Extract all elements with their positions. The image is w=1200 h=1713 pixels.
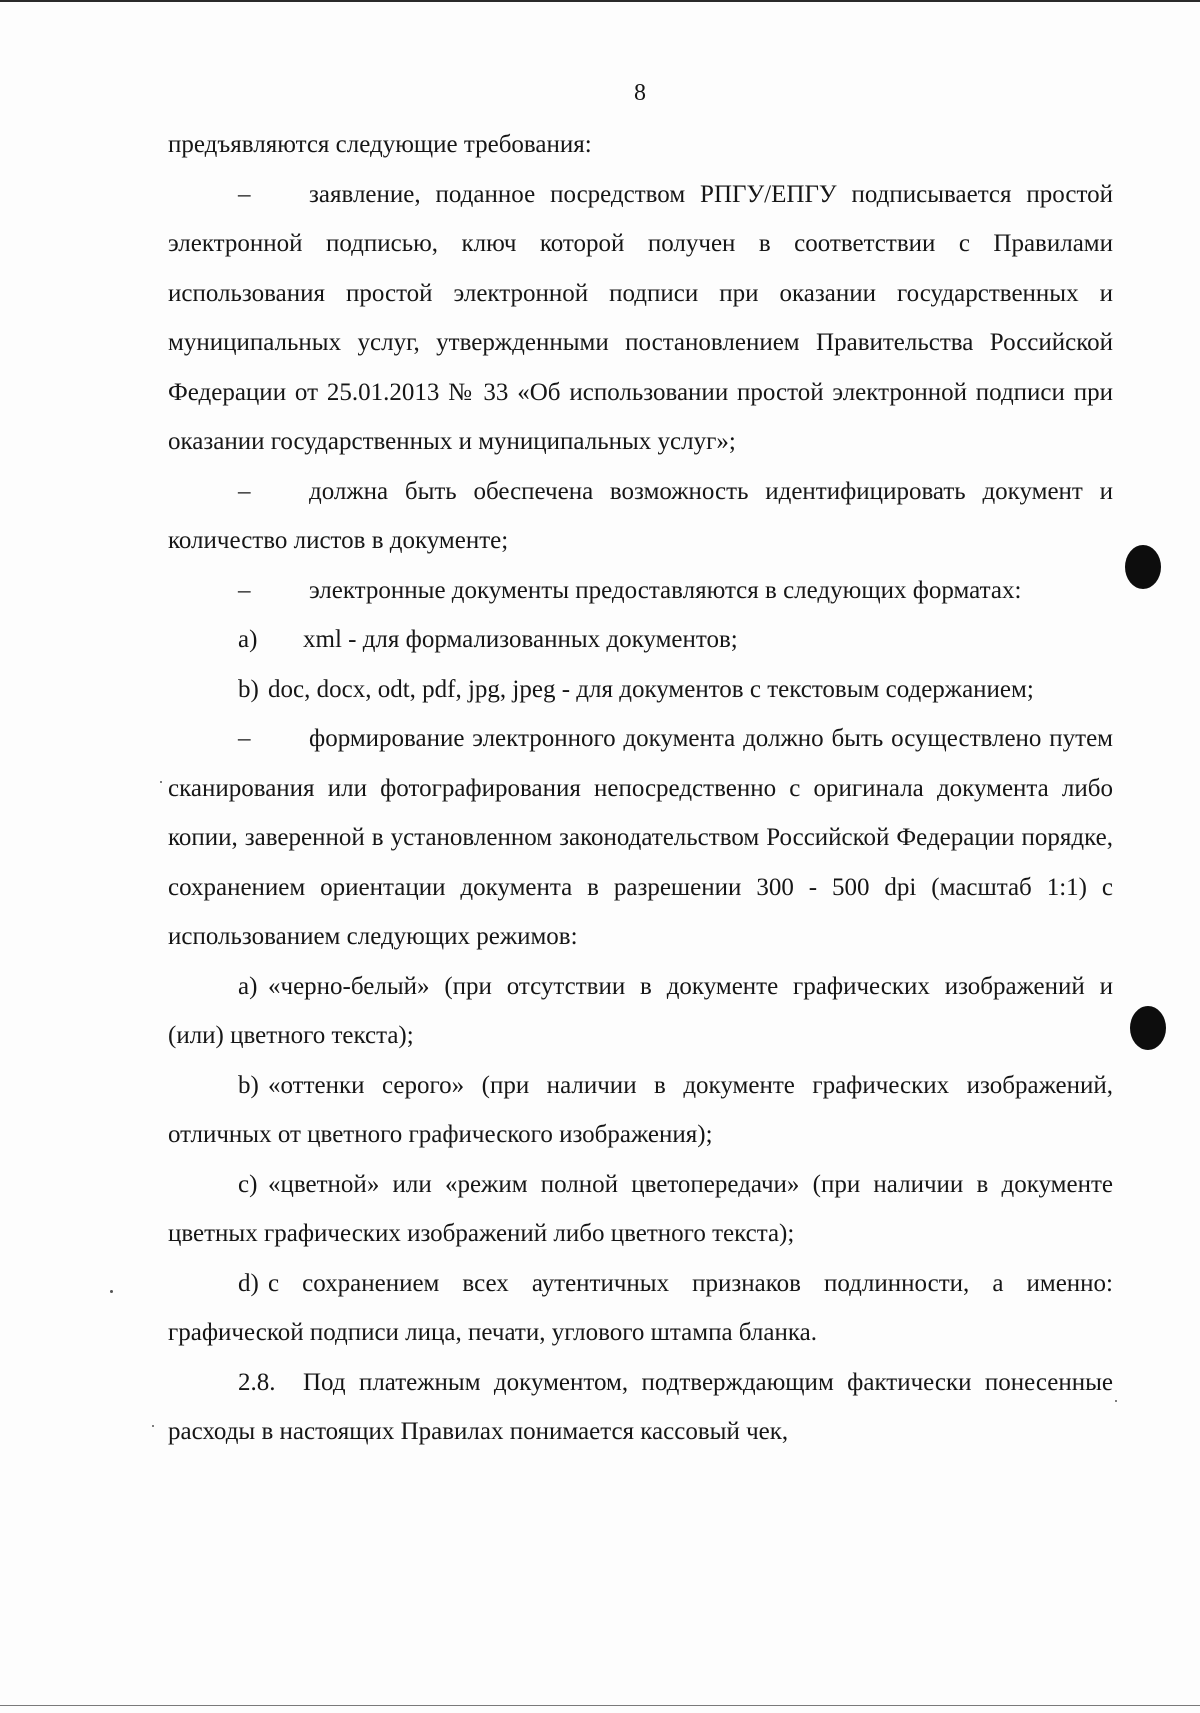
paragraph-signature-requirement <box>168 170 1113 467</box>
list-item-mode-c <box>168 1160 1113 1259</box>
bottom-edge-line <box>0 1705 1200 1706</box>
top-edge-line <box>0 0 1200 2</box>
scan-speck <box>1115 1400 1117 1402</box>
list-item-label: b) <box>238 675 259 703</box>
list-item-text: doc, docx, odt, pdf, jpg, jpeg - для документов с текстовым содержанием; <box>268 675 1034 703</box>
paragraph-text: предъявляются следующие требования: <box>168 131 592 158</box>
list-item-text: «черно-белый» (при отсутствии в документе графических изображений и (или) цветного текста); <box>168 972 1113 1049</box>
list-item-label: a) <box>238 626 258 653</box>
dash-marker: – <box>238 725 251 752</box>
punch-hole-mark <box>1130 1006 1166 1050</box>
list-item-mode-d <box>168 1259 1113 1358</box>
scan-speck <box>110 1290 113 1293</box>
dash-marker: – <box>238 180 251 208</box>
list-item-label: d) <box>238 1269 259 1297</box>
page-number: 8 <box>634 80 646 106</box>
list-item-mode-b <box>168 1061 1113 1160</box>
list-item-format-a <box>168 615 1113 665</box>
paragraph-scanning-requirement <box>168 714 1113 962</box>
document-body <box>168 120 1113 1457</box>
list-item-label: a) <box>238 972 258 1000</box>
section-number: 2.8. <box>238 1368 276 1396</box>
paragraph-identification-requirement <box>168 467 1113 566</box>
list-item-text: с сохранением всех аутентичных признаков подлинности, а именно: графической подписи лица, печати, углового штампа бланка. <box>168 1269 1113 1346</box>
list-item-text: «цветной» или «режим полной цветопередачи» (при наличии в документе цветных графических изображений либо цветного текста); <box>168 1170 1113 1247</box>
scan-speck <box>152 1425 154 1427</box>
dash-marker: – <box>238 477 251 505</box>
section-text: Под платежным документом, подтверждающим фактически понесенные расходы в настоящих Правилах понимается кассовый чек, <box>168 1368 1113 1445</box>
paragraph-text: электронные документы предоставляются в следующих форматах: <box>309 576 1022 604</box>
paragraph-intro <box>168 120 1113 170</box>
dash-marker: – <box>238 576 251 604</box>
paragraph-text: заявление, поданное посредством РПГУ/ЕПГУ подписывается простой электронной подписью, ключ которой получен в соответствии с Правилами использования простой электронной подписи при оказании государственных и муниципальных услуг, утвержденными постановлением Правительства Российской Федерации от 25.01.2013 № 33 «Об использовании простой электронной подписи при оказании государственных и муниципальных услуг»; <box>168 180 1113 455</box>
paragraph-text: должна быть обеспечена возможность идентифицировать документ и количество листов в документе; <box>168 477 1113 554</box>
list-item-mode-a <box>168 962 1113 1061</box>
list-item-label: c) <box>238 1170 258 1198</box>
list-item-label: b) <box>238 1071 259 1099</box>
list-item-text: «оттенки серого» (при наличии в документе графических изображений, отличных от цветного графического изображения); <box>168 1071 1113 1148</box>
list-item-text: xml - для формализованных документов; <box>303 626 738 653</box>
punch-hole-mark <box>1125 545 1161 589</box>
paragraph-text: формирование электронного документа должно быть осуществлено путем сканирования или фотографирования непосредственно с оригинала документа либо копии, заверенной в установленном законодательством Российской Федерации порядке, сохранением ориентации документа в разрешении 300 - 500 dpi (масштаб 1:1) с использованием следующих режимов: <box>168 725 1113 950</box>
paragraph-formats-requirement <box>168 566 1113 616</box>
list-item-format-b <box>168 665 1113 715</box>
section-2-8 <box>168 1358 1113 1457</box>
scan-speck <box>160 781 162 783</box>
